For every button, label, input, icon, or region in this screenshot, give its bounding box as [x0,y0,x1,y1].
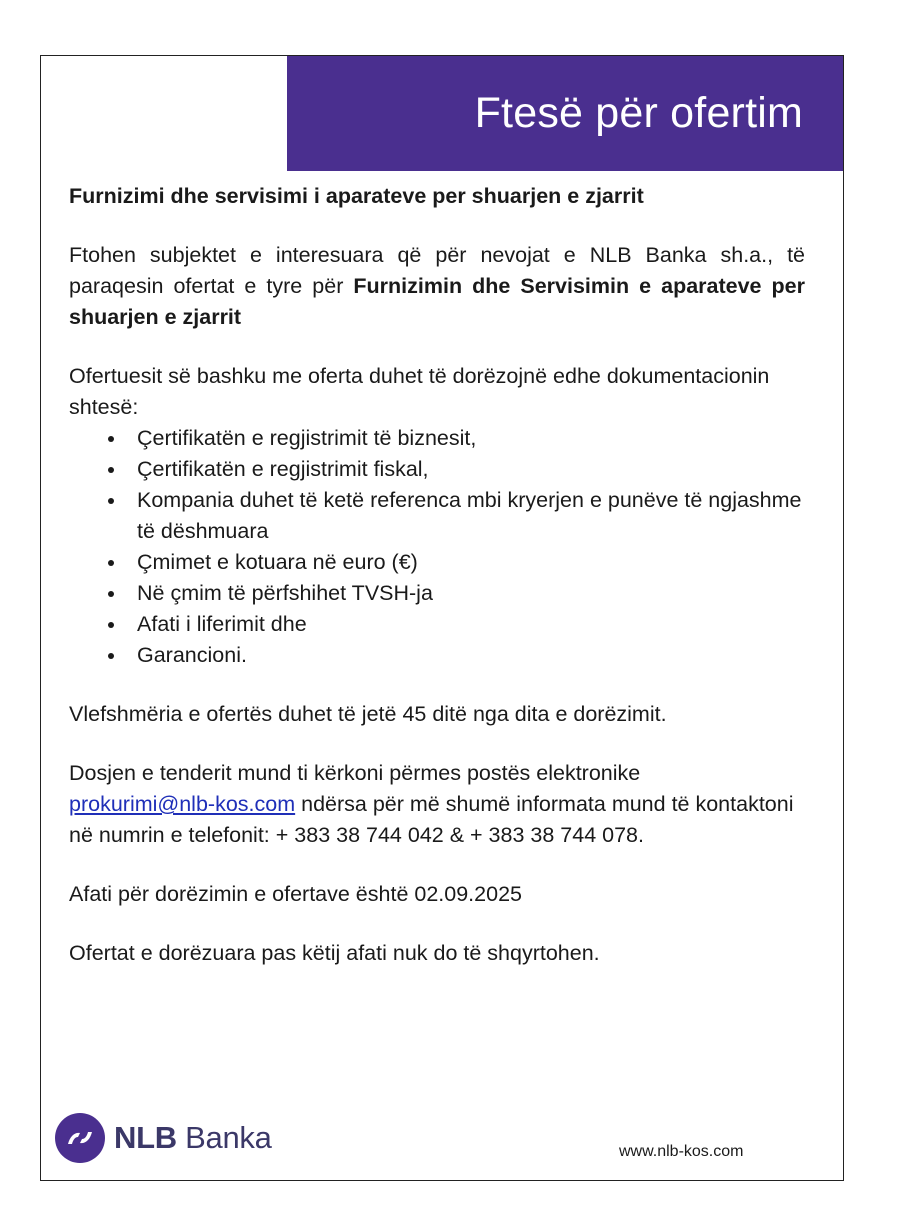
logo-wordmark-bold: NLB [114,1120,177,1155]
contact-text: Dosjen e tenderit mund ti kërkoni përmes postës elektronike [69,761,641,785]
requirements-lead: Ofertuesit së bashku me oferta duhet të dorëzojnë edhe dokumentacionin shtesë: [69,364,770,419]
nlb-logo [55,1113,272,1163]
logo-wordmark-rest: Banka [176,1120,272,1155]
header-banner [287,56,843,171]
contact-paragraph [69,758,805,851]
page-title: Ftesë për ofertim [474,89,803,137]
document-frame [40,55,844,1181]
website-url: www.nlb-kos.com [619,1143,744,1160]
intro-paragraph [69,240,805,333]
intro-bold-text: Furnizimin dhe Servisimin e aparateve per shuarjen e zjarrit [69,274,806,329]
logo-wordmark [114,1120,272,1156]
intro-text: Ftohen subjektet e interesuara që për nevojat e NLB Banka sh.a., të paraqesin ofertat e tyre për [69,243,805,298]
deadline-paragraph: Afati për dorëzimin e ofertave është 02.09.2025 [69,882,522,906]
closing-paragraph: Ofertat e dorëzuara pas këtij afati nuk do të shqyrtohen. [69,941,600,965]
list-item: Garancioni. [137,640,805,671]
list-item: Çmimet e kotuara në euro (€) [137,547,805,578]
nlb-logo-icon [55,1113,105,1163]
contact-phone-text: ndërsa për më shumë informata mund të kontaktoni në numrin e telefonit: + 383 38 744 042 & + 383 38 744 078. [69,792,794,847]
list-item: Çertifikatën e regjistrimit të biznesit, [137,423,805,454]
email-link[interactable]: prokurimi@nlb-kos.com [69,792,296,816]
document-body [69,181,805,969]
list-item: Çertifikatën e regjistrimit fiskal, [137,454,805,485]
list-item: Afati i liferimit dhe [137,609,805,640]
subject-heading: Furnizimi dhe servisimi i aparateve per shuarjen e zjarrit [69,184,644,208]
validity-paragraph: Vlefshmëria e ofertës duhet të jetë 45 ditë nga dita e dorëzimit. [69,702,667,726]
requirements-list [69,423,805,671]
list-item: Në çmim të përfshihet TVSH-ja [137,578,805,609]
list-item: Kompania duhet të ketë referenca mbi kryerjen e punëve të ngjashme të dëshmuara [137,485,805,547]
